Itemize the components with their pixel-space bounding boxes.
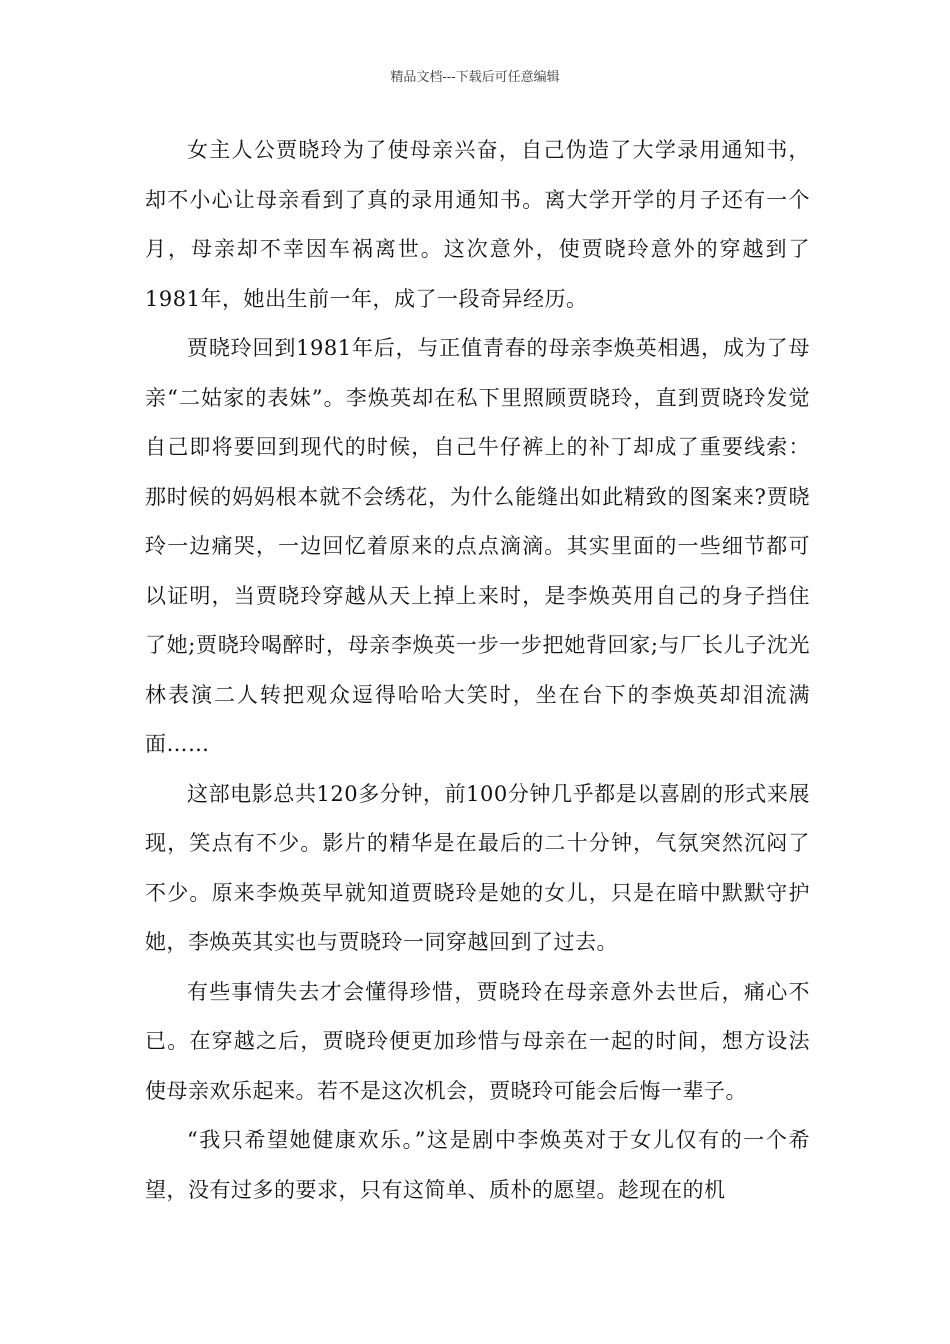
paragraph-5: “我只希望她健康欢乐。”这是剧中李焕英对于女儿仅有的一个希望，没有过多的要求，只有这简单、质朴的愿望。趁现在的机 bbox=[145, 1128, 810, 1202]
article-body bbox=[145, 126, 810, 1215]
paragraph-1: 女主人公贾晓玲为了使母亲兴奋，自己伪造了大学录用通知书，却不小心让母亲看到了真的录用通知书。离大学开学的月子还有一个月，母亲却不幸因车祸离世。这次意外，使贾晓玲意外的穿越到了1981年，她出生前一年，成了一段奇异经历。 bbox=[145, 138, 810, 311]
page-header: 精品文档---下载后可任意编辑 bbox=[390, 70, 560, 85]
paragraph-2: 贾晓玲回到1981年后，与正值青春的母亲李焕英相遇，成为了母亲“二姑家的表妹”。李焕英却在私下里照顾贾晓玲，直到贾晓玲发觉自己即将要回到现代的时候，自己牛仔裤上的补丁却成了重要线索：那时候的妈妈根本就不会绣花，为什么能缝出如此精致的图案来?贾晓玲一边痛哭，一边回忆着原来的点点滴滴。其实里面的一些细节都可以证明，当贾晓玲穿越从天上掉上来时，是李焕英用自己的身子挡住了她;贾晓玲喝醉时，母亲李焕英一步一步把她背回家;与厂长儿子沈光林表演二人转把观众逗得哈哈大笑时，坐在台下的李焕英却泪流满面…… bbox=[145, 336, 810, 756]
paragraph-4: 有些事情失去才会懂得珍惜，贾晓玲在母亲意外去世后，痛心不已。在穿越之后，贾晓玲便更加珍惜与母亲在一起的时间，想方设法使母亲欢乐起来。若不是这次机会，贾晓玲可能会后悔一辈子。 bbox=[145, 979, 810, 1103]
paragraph-3: 这部电影总共120多分钟，前100分钟几乎都是以喜剧的形式来展现，笑点有不少。影片的精华是在最后的二十分钟，气氛突然沉闷了不少。原来李焕英早就知道贾晓玲是她的女儿，只是在暗中默默守护她，李焕英其实也与贾晓玲一同穿越回到了过去。 bbox=[145, 781, 810, 954]
